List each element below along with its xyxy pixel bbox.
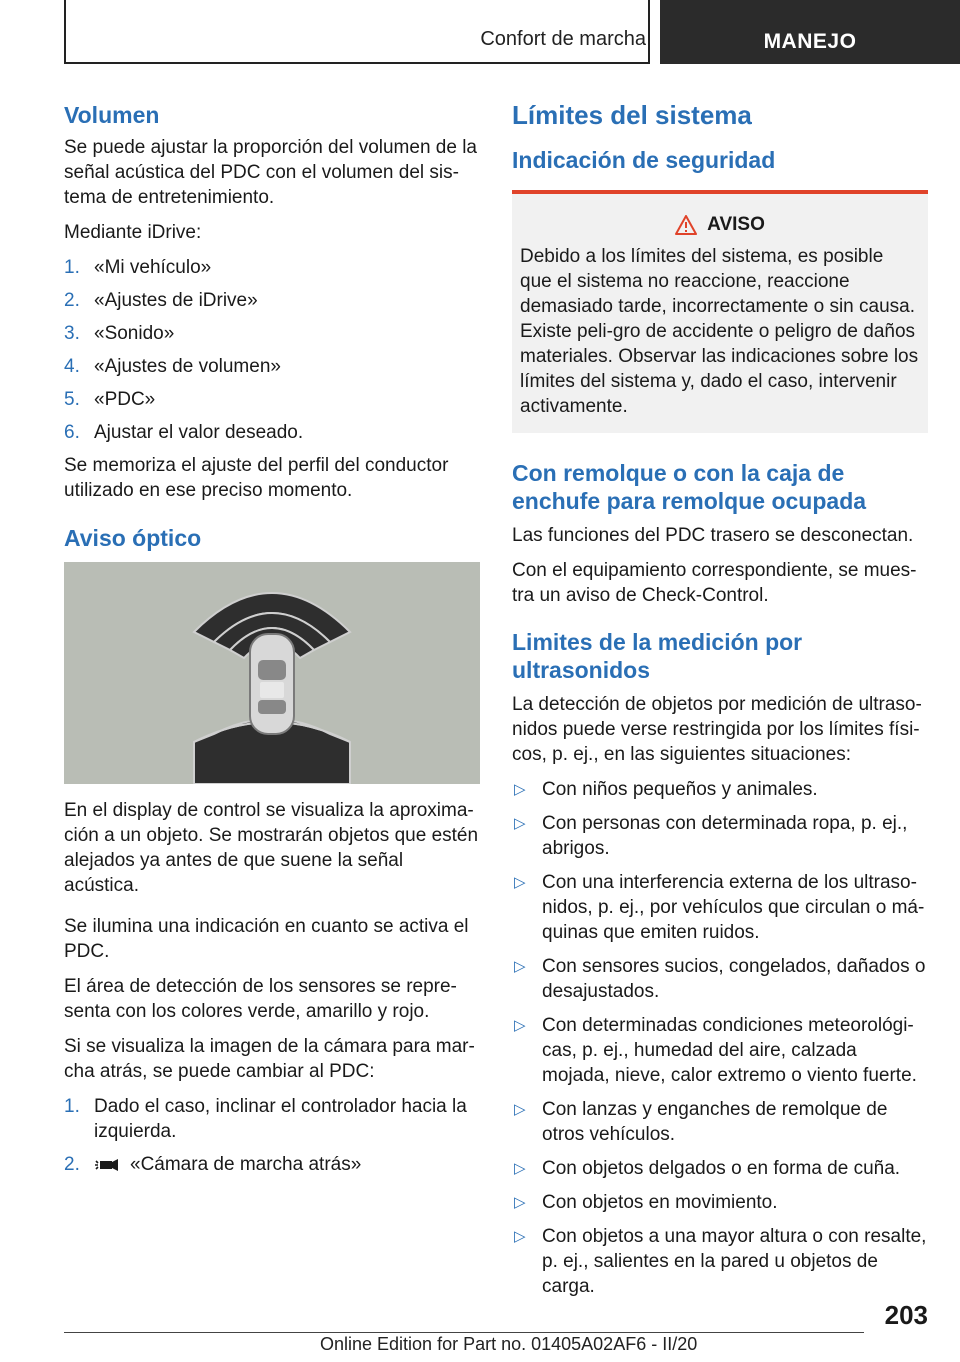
list-item-text: Con objetos delgados o en forma de cuña. [542, 1158, 901, 1179]
car-icon [250, 634, 294, 734]
medicion-intro: La detección de objetos por medición de ultraso-nidos puede verse restringida por los límites físi-cos, p. ej., en las siguientes situaciones: [512, 694, 922, 765]
warning-header [520, 214, 920, 236]
step-number: 6. [64, 422, 80, 443]
list-item [64, 1094, 480, 1144]
footer-divider [64, 1332, 864, 1333]
list-item [512, 777, 928, 802]
list-item [512, 1224, 928, 1299]
aviso-p3: El área de detección de los sensores se repre-senta con los colores verde, amarillo y rojo. [64, 976, 457, 1022]
list-item-text: Con una interferencia externa de los ultraso-nidos, p. ej., por vehículos que circulan o má-quinas que emiten ruidos. [542, 872, 925, 943]
triangle-bullet-icon: ▷ [514, 815, 526, 832]
step-text: «Mi vehículo» [94, 257, 212, 278]
warning-box [512, 190, 928, 433]
triangle-bullet-icon: ▷ [514, 1228, 526, 1245]
list-item [512, 811, 928, 861]
list-item [512, 1156, 928, 1181]
volumen-text: Se puede ajustar la proporción del volumen de la señal acústica del PDC con el volumen del sis-tema de entretenimiento. [64, 137, 477, 208]
list-item [64, 354, 480, 379]
medicion-heading: Limites de la medición por ultrasonidos [512, 629, 803, 683]
camera-steps [64, 1094, 480, 1177]
list-item-text: Con personas con determinada ropa, p. ej., abrigos. [542, 813, 908, 859]
list-item [512, 870, 928, 945]
step-number: 2. [64, 290, 80, 311]
volumen-after-text: Se memoriza el ajuste del perfil del conductor utilizado en ese preciso momento. [64, 455, 449, 501]
step-number: 2. [64, 1154, 80, 1175]
volumen-heading: Volumen [64, 102, 160, 128]
list-item [512, 954, 928, 1004]
warning-triangle-icon [675, 215, 697, 235]
remolque-heading: Con remolque o con la caja de enchufe para remolque ocupada [512, 460, 867, 514]
list-item-text: Con lanzas y enganches de remolque de otros vehículos. [542, 1099, 888, 1145]
triangle-bullet-icon: ▷ [514, 1160, 526, 1177]
step-text: «Ajustes de iDrive» [94, 290, 258, 311]
aviso-p2: Se ilumina una indicación en cuanto se activa el PDC. [64, 916, 469, 962]
step-number: 3. [64, 323, 80, 344]
triangle-bullet-icon: ▷ [514, 781, 526, 798]
step-text: «Ajustes de volumen» [94, 356, 281, 377]
list-item-text: Con objetos a una mayor altura o con resalte, p. ej., salientes en la pared u objetos de carga. [542, 1226, 927, 1297]
triangle-bullet-icon: ▷ [514, 874, 526, 891]
step-text: Dado el caso, inclinar el controlador hacia la izquierda. [94, 1096, 467, 1142]
step-text: Ajustar el valor deseado. [94, 422, 304, 443]
list-item-text: Con sensores sucios, congelados, dañados o desajustados. [542, 956, 926, 1002]
remolque-p2: Con el equipamiento correspondiente, se mues-tra un aviso de Check-Control. [512, 560, 917, 606]
triangle-bullet-icon: ▷ [514, 958, 526, 975]
list-item [64, 1152, 480, 1177]
triangle-bullet-icon: ▷ [514, 1101, 526, 1118]
step-text: «PDC» [94, 389, 156, 410]
step-number: 5. [64, 389, 80, 410]
aviso-p4: Si se visualiza la imagen de la cámara para mar-cha atrás, se puede cambiar al PDC: [64, 1036, 475, 1082]
aviso-optico-heading: Aviso óptico [64, 525, 202, 551]
list-item-text: Con niños pequeños y animales. [542, 779, 818, 800]
list-item [64, 288, 480, 313]
list-item [512, 1190, 928, 1215]
list-item-text: Con objetos en movimiento. [542, 1192, 778, 1213]
triangle-bullet-icon: ▷ [514, 1194, 526, 1211]
list-item [64, 387, 480, 412]
list-item-text: Con determinadas condiciones meteorológi-cas, p. ej., humedad del aire, calzada mojada, nieve, calor extremo o viento fuerte. [542, 1015, 917, 1086]
right-column [512, 100, 928, 1308]
page-number: 203 [884, 1300, 928, 1330]
footer-edition: Online Edition for Part no. 01405A02AF6 - II/20 [320, 1334, 698, 1354]
step-text: «Cámara de marcha atrás» [130, 1154, 362, 1175]
list-item [64, 420, 480, 445]
step-number: 4. [64, 356, 80, 377]
header-chapter-tab: MANEJO [660, 0, 960, 64]
volumen-steps [64, 255, 480, 445]
warning-label: AVISO [707, 214, 765, 235]
header-section-title: Confort de marcha [480, 28, 646, 50]
triangle-bullet-icon: ▷ [514, 1017, 526, 1034]
medicion-list [512, 777, 928, 1299]
step-number: 1. [64, 1096, 80, 1117]
list-item [512, 1013, 928, 1088]
seguridad-heading: Indicación de seguridad [512, 147, 776, 173]
list-item [64, 255, 480, 280]
step-text: «Sonido» [94, 323, 175, 344]
list-item [64, 321, 480, 346]
rear-camera-icon [94, 1155, 124, 1175]
step-number: 1. [64, 257, 80, 278]
left-column [64, 100, 480, 1185]
warning-text: Debido a los límites del sistema, es posible que el sistema no reaccione, reaccione demasiado tarde, incorrectamente o sin causa. Existe peli-gro de accidente o peligro de daños materiales. Observar las indicaciones sobre los límites del sistema y, dado el caso, intervenir activamente. [520, 246, 919, 417]
mediante-text: Mediante iDrive: [64, 222, 202, 243]
remolque-p1: Las funciones del PDC trasero se desconectan. [512, 525, 914, 546]
pdc-display-image [64, 562, 480, 784]
aviso-p1: En el display de control se visualiza la aproxima-ción a un objeto. Se mostrarán objetos que estén alejados ya antes de que suene la señal acústica. [64, 800, 479, 896]
limites-heading: Límites del sistema [512, 100, 752, 130]
list-item [512, 1097, 928, 1147]
